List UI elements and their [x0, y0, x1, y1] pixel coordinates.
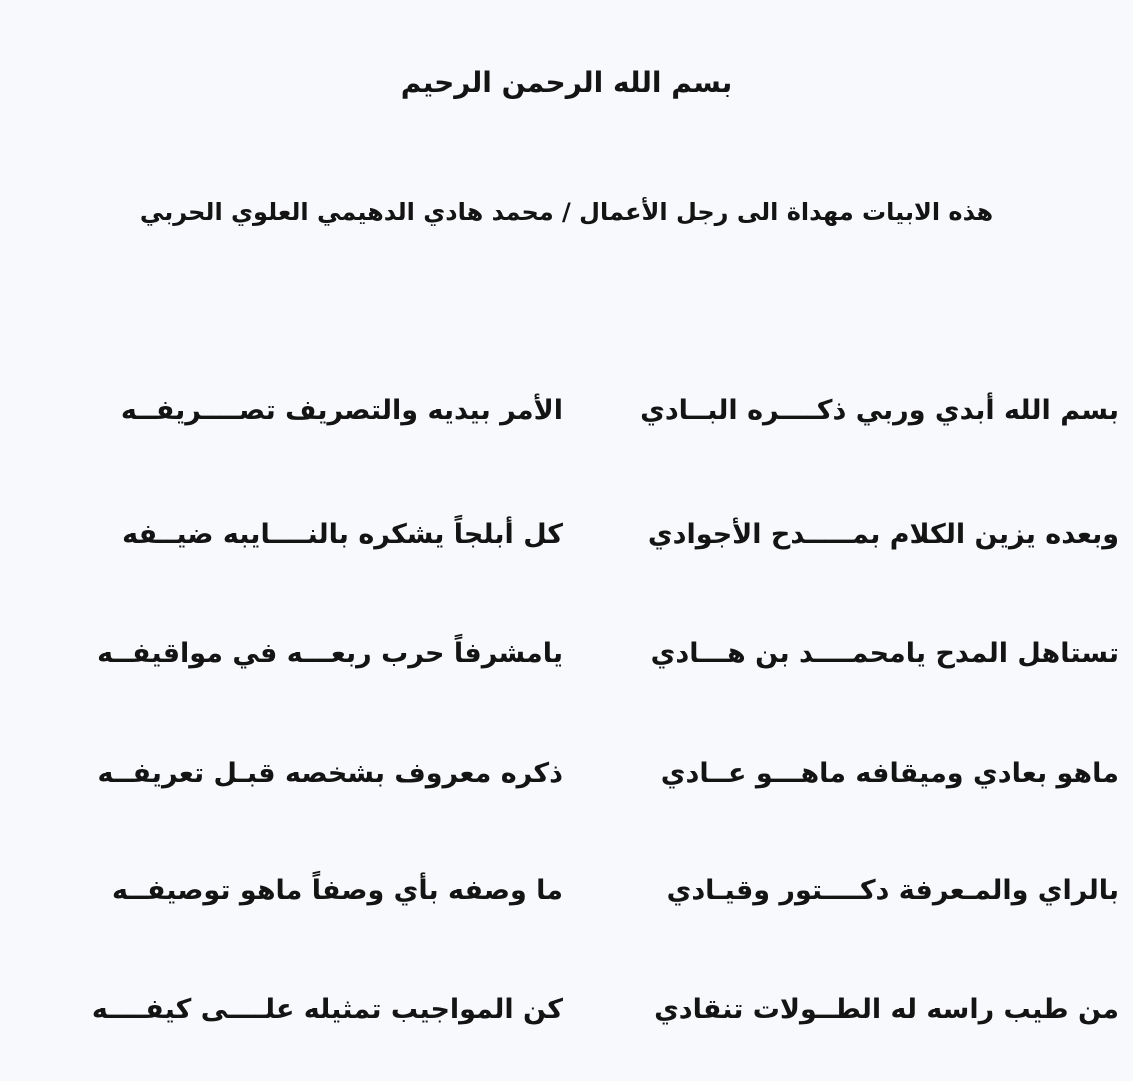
basmala-heading: بسم الله الرحمن الرحيم — [400, 66, 733, 99]
poem-body — [0, 395, 1133, 1055]
verse-5-first-hemistich: بالراي والمـعرفة دكــــتور وقيـادي — [666, 875, 1119, 906]
verse-1-second-hemistich: الأمر بيديه والتصريف تصــــريفــه — [120, 395, 563, 426]
verse-4-first-hemistich: ماهو بعادي وميقافه ماهـــو عــادي — [660, 758, 1119, 789]
verse-3 — [0, 638, 1133, 698]
verse-2-second-hemistich: كل أبلجاً يشكره بالنــــايبه ضيــفه — [122, 519, 563, 550]
verse-5-second-hemistich: ما وصفه بأي وصفاً ماهو توصيفــه — [112, 875, 563, 906]
verse-3-first-hemistich: تستاهل المدح يامحمــــد بن هـــادي — [650, 638, 1119, 669]
verse-6-first-hemistich: من طيب راسه له الطــولات تنقادي — [654, 994, 1119, 1025]
verse-4-second-hemistich: ذكره معروف بشخصه قبـل تعريفــه — [97, 758, 563, 789]
verse-4 — [0, 758, 1133, 818]
verse-1-first-hemistich: بسم الله أبدي وربي ذكــــره البــادي — [640, 395, 1119, 426]
dedication-line: هذه الابيات مهداة الى رجل الأعمال / محمد هادي الدهيمي العلوي الحربي — [139, 198, 994, 226]
verse-5 — [0, 875, 1133, 935]
verse-2 — [0, 519, 1133, 579]
verse-2-first-hemistich: وبعده يزين الكلام بمـــــدح الأجوادي — [647, 519, 1119, 550]
verse-3-second-hemistich: يامشرفاً حرب ربعـــه في مواقيفــه — [97, 638, 563, 669]
verse-1 — [0, 395, 1133, 455]
verse-6-second-hemistich: كن المواجيب تمثيله علــــى كيفــــه — [91, 994, 563, 1025]
verse-6 — [0, 994, 1133, 1054]
